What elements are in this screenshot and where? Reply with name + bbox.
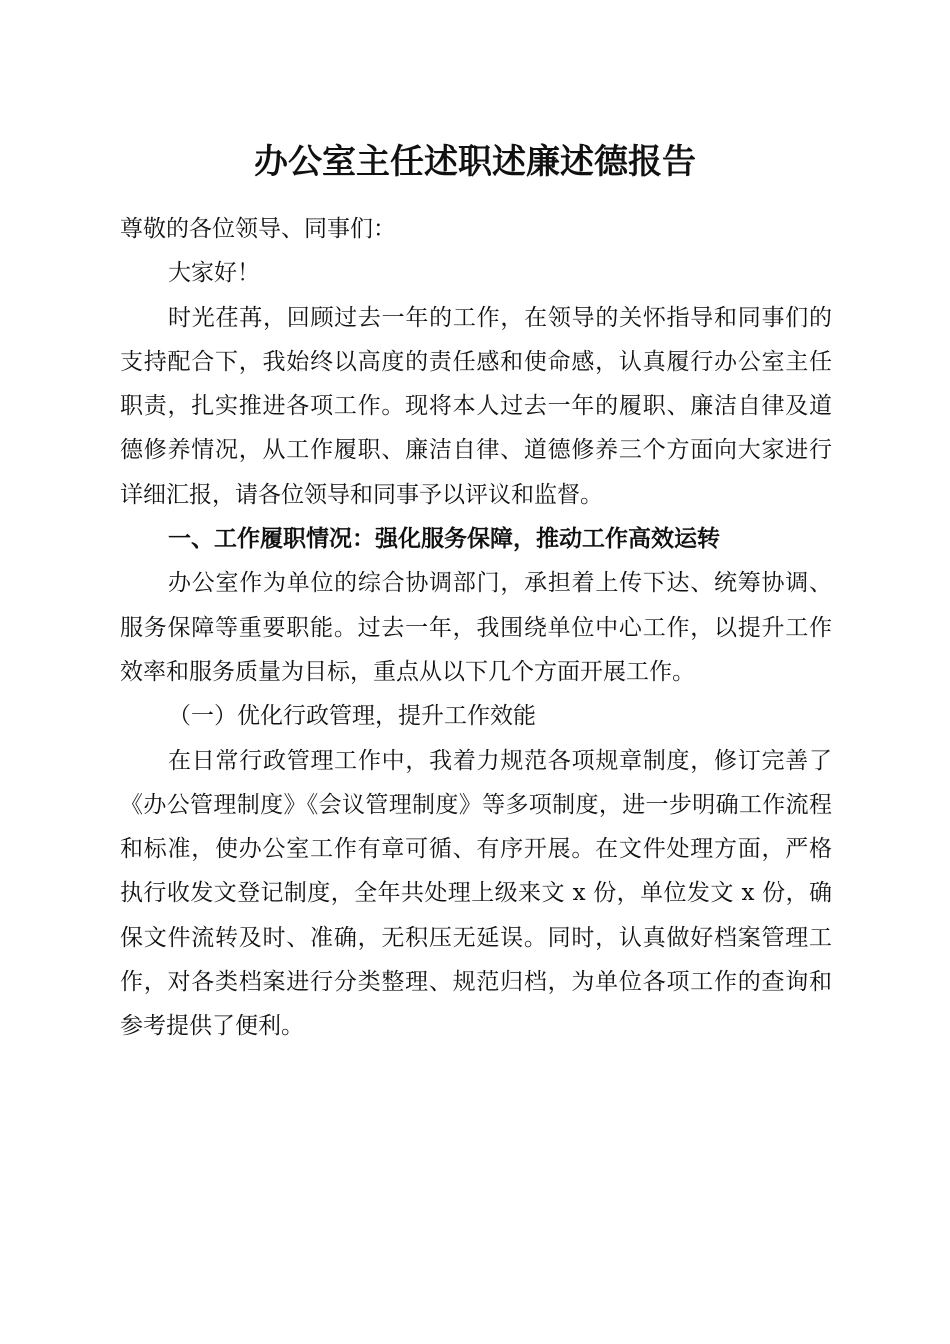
subsection-1-paragraph: 在日常行政管理工作中，我着力规范各项规章制度，修订完善了《办公管理制度》《会议管理制度》等多项制度，进一步明确工作流程和标准，使办公室工作有章可循、有序开展。在文件处理方面，严格执行收发文登记制度，全年共处理上级来文 x 份，单位发文 x 份，确保文件流转及时、准确，无积压无延误。同时，认真做好档案管理工作，对各类档案进行分类整理、规范归档，为单位各项工作的查询和参考提供了便利。 bbox=[120, 747, 832, 1040]
document-body bbox=[120, 207, 832, 1049]
intro-paragraph: 时光荏苒，回顾过去一年的工作，在领导的关怀指导和同事们的支持配合下，我始终以高度的责任感和使命感，认真履行办公室主任职责，扎实推进各项工作。现将本人过去一年的履职、廉洁自律及道德修养情况，从工作履职、廉洁自律、道德修养三个方面向大家进行详细汇报，请各位领导和同事予以评议和监督。 bbox=[120, 304, 832, 508]
document-title: 办公室主任述职述廉述德报告 bbox=[254, 142, 696, 182]
salutation: 尊敬的各位领导、同事们： bbox=[120, 216, 396, 242]
section-1-paragraph: 办公室作为单位的综合协调部门，承担着上传下达、统筹协调、服务保障等重要职能。过去一年，我围绕单位中心工作，以提升工作效率和服务质量为目标，重点从以下几个方面开展工作。 bbox=[120, 570, 832, 685]
subsection-heading-1: （一）优化行政管理，提升工作效能 bbox=[168, 703, 536, 730]
section-heading-1: 一、工作履职情况：强化服务保障，推动工作高效运转 bbox=[168, 526, 720, 553]
greeting: 大家好！ bbox=[168, 260, 260, 287]
